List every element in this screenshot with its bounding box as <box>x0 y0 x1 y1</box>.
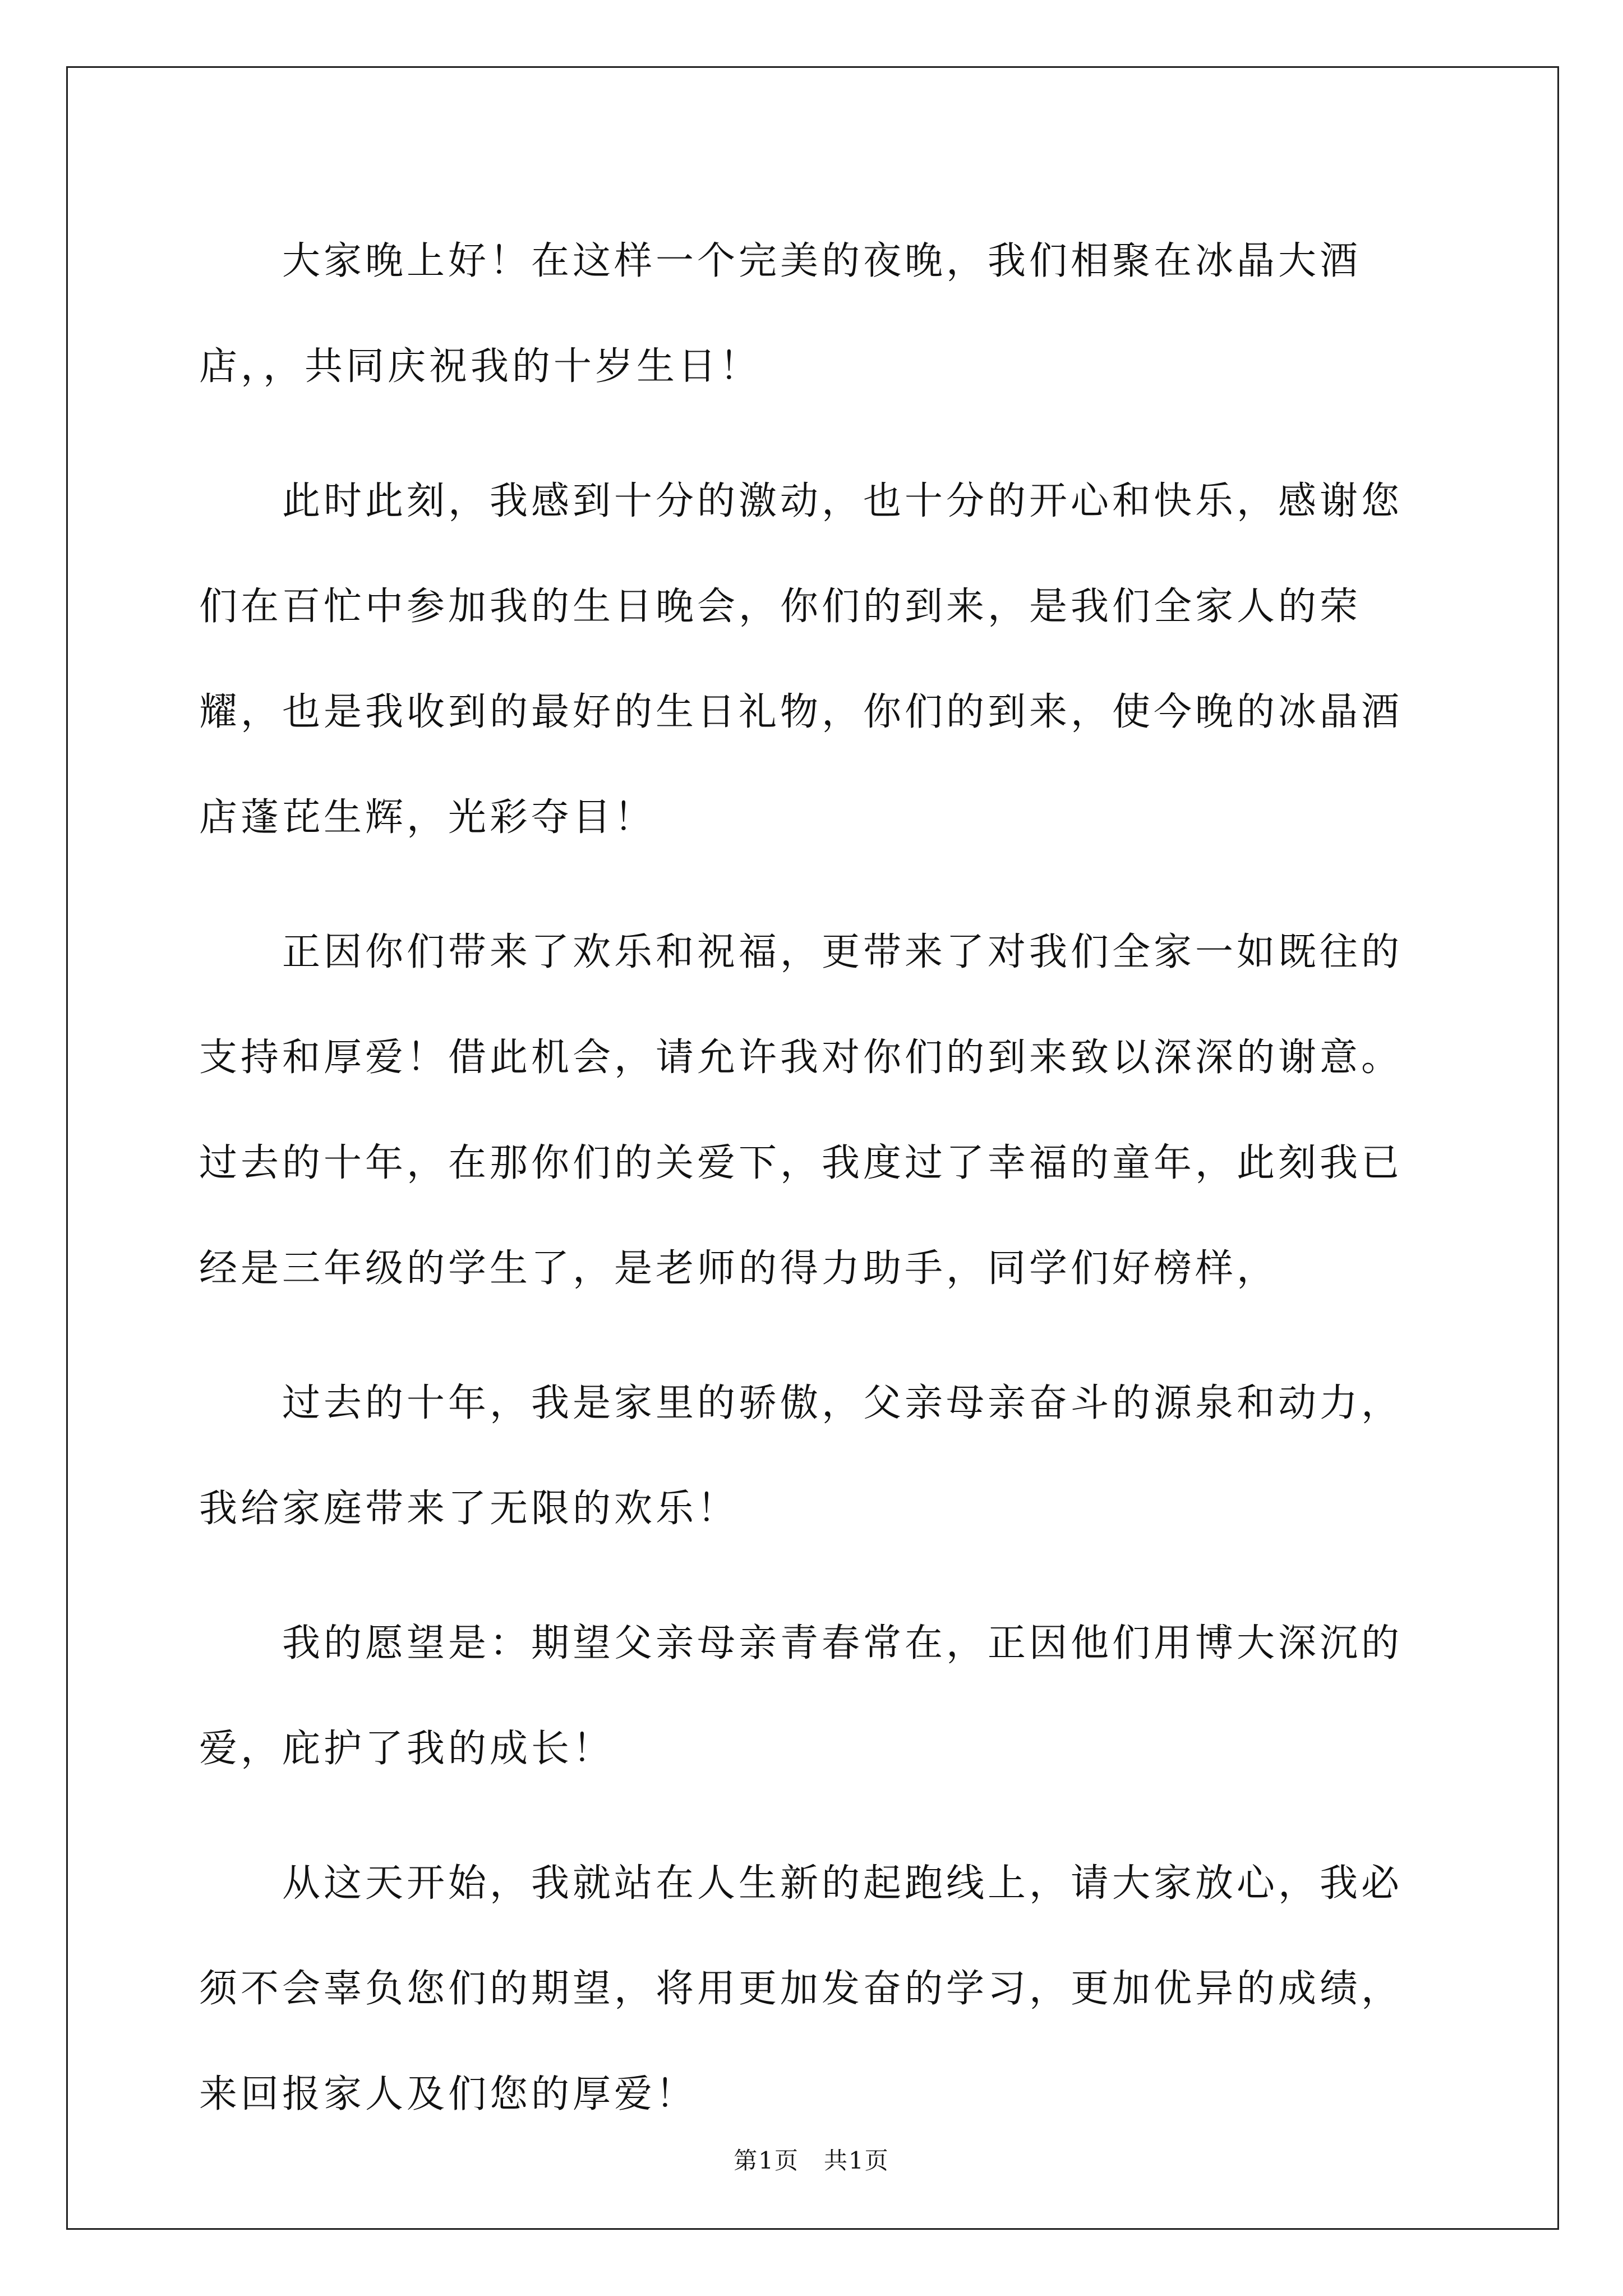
document-body <box>199 209 1433 2177</box>
paragraph-3: 正因你们带来了欢乐和祝福，更带来了对我们全家一如既往的支持和厚爱！借此机会，请允许我对你们的到来致以深深的谢意。过去的十年，在那你们的关爱下，我度过了幸福的童年，此刻我已经是三年级的学生了，是老师的得力助手，同学们好榜样， <box>199 930 1403 1291</box>
paragraph-1: 大家晚上好！在这样一个完美的夜晚，我们相聚在冰晶大酒店，，共同庆祝我的十岁生日！ <box>199 239 1362 389</box>
page-number-footer: 第1页 共1页 <box>734 2147 889 2174</box>
paragraph-4: 过去的十年，我是家里的骄傲，父亲母亲奋斗的源泉和动力，我给家庭带来了无限的欢乐！ <box>199 1381 1403 1531</box>
paragraph-5: 我的愿望是：期望父亲母亲青春常在，正因他们用博大深沉的爱，庇护了我的成长！ <box>199 1621 1403 1771</box>
paragraph-6: 从这天开始，我就站在人生新的起跑线上，请大家放心，我必须不会辜负您们的期望，将用更加发奋的学习，更加优异的成绩，来回报家人及们您的厚爱！ <box>199 1861 1403 2116</box>
paragraph-2: 此时此刻，我感到十分的激动，也十分的开心和快乐，感谢您们在百忙中参加我的生日晚会，你们的到来，是我们全家人的荣耀，也是我收到的最好的生日礼物，你们的到来，使今晚的冰晶酒店蓬芘生辉，光彩夺目！ <box>199 479 1403 840</box>
